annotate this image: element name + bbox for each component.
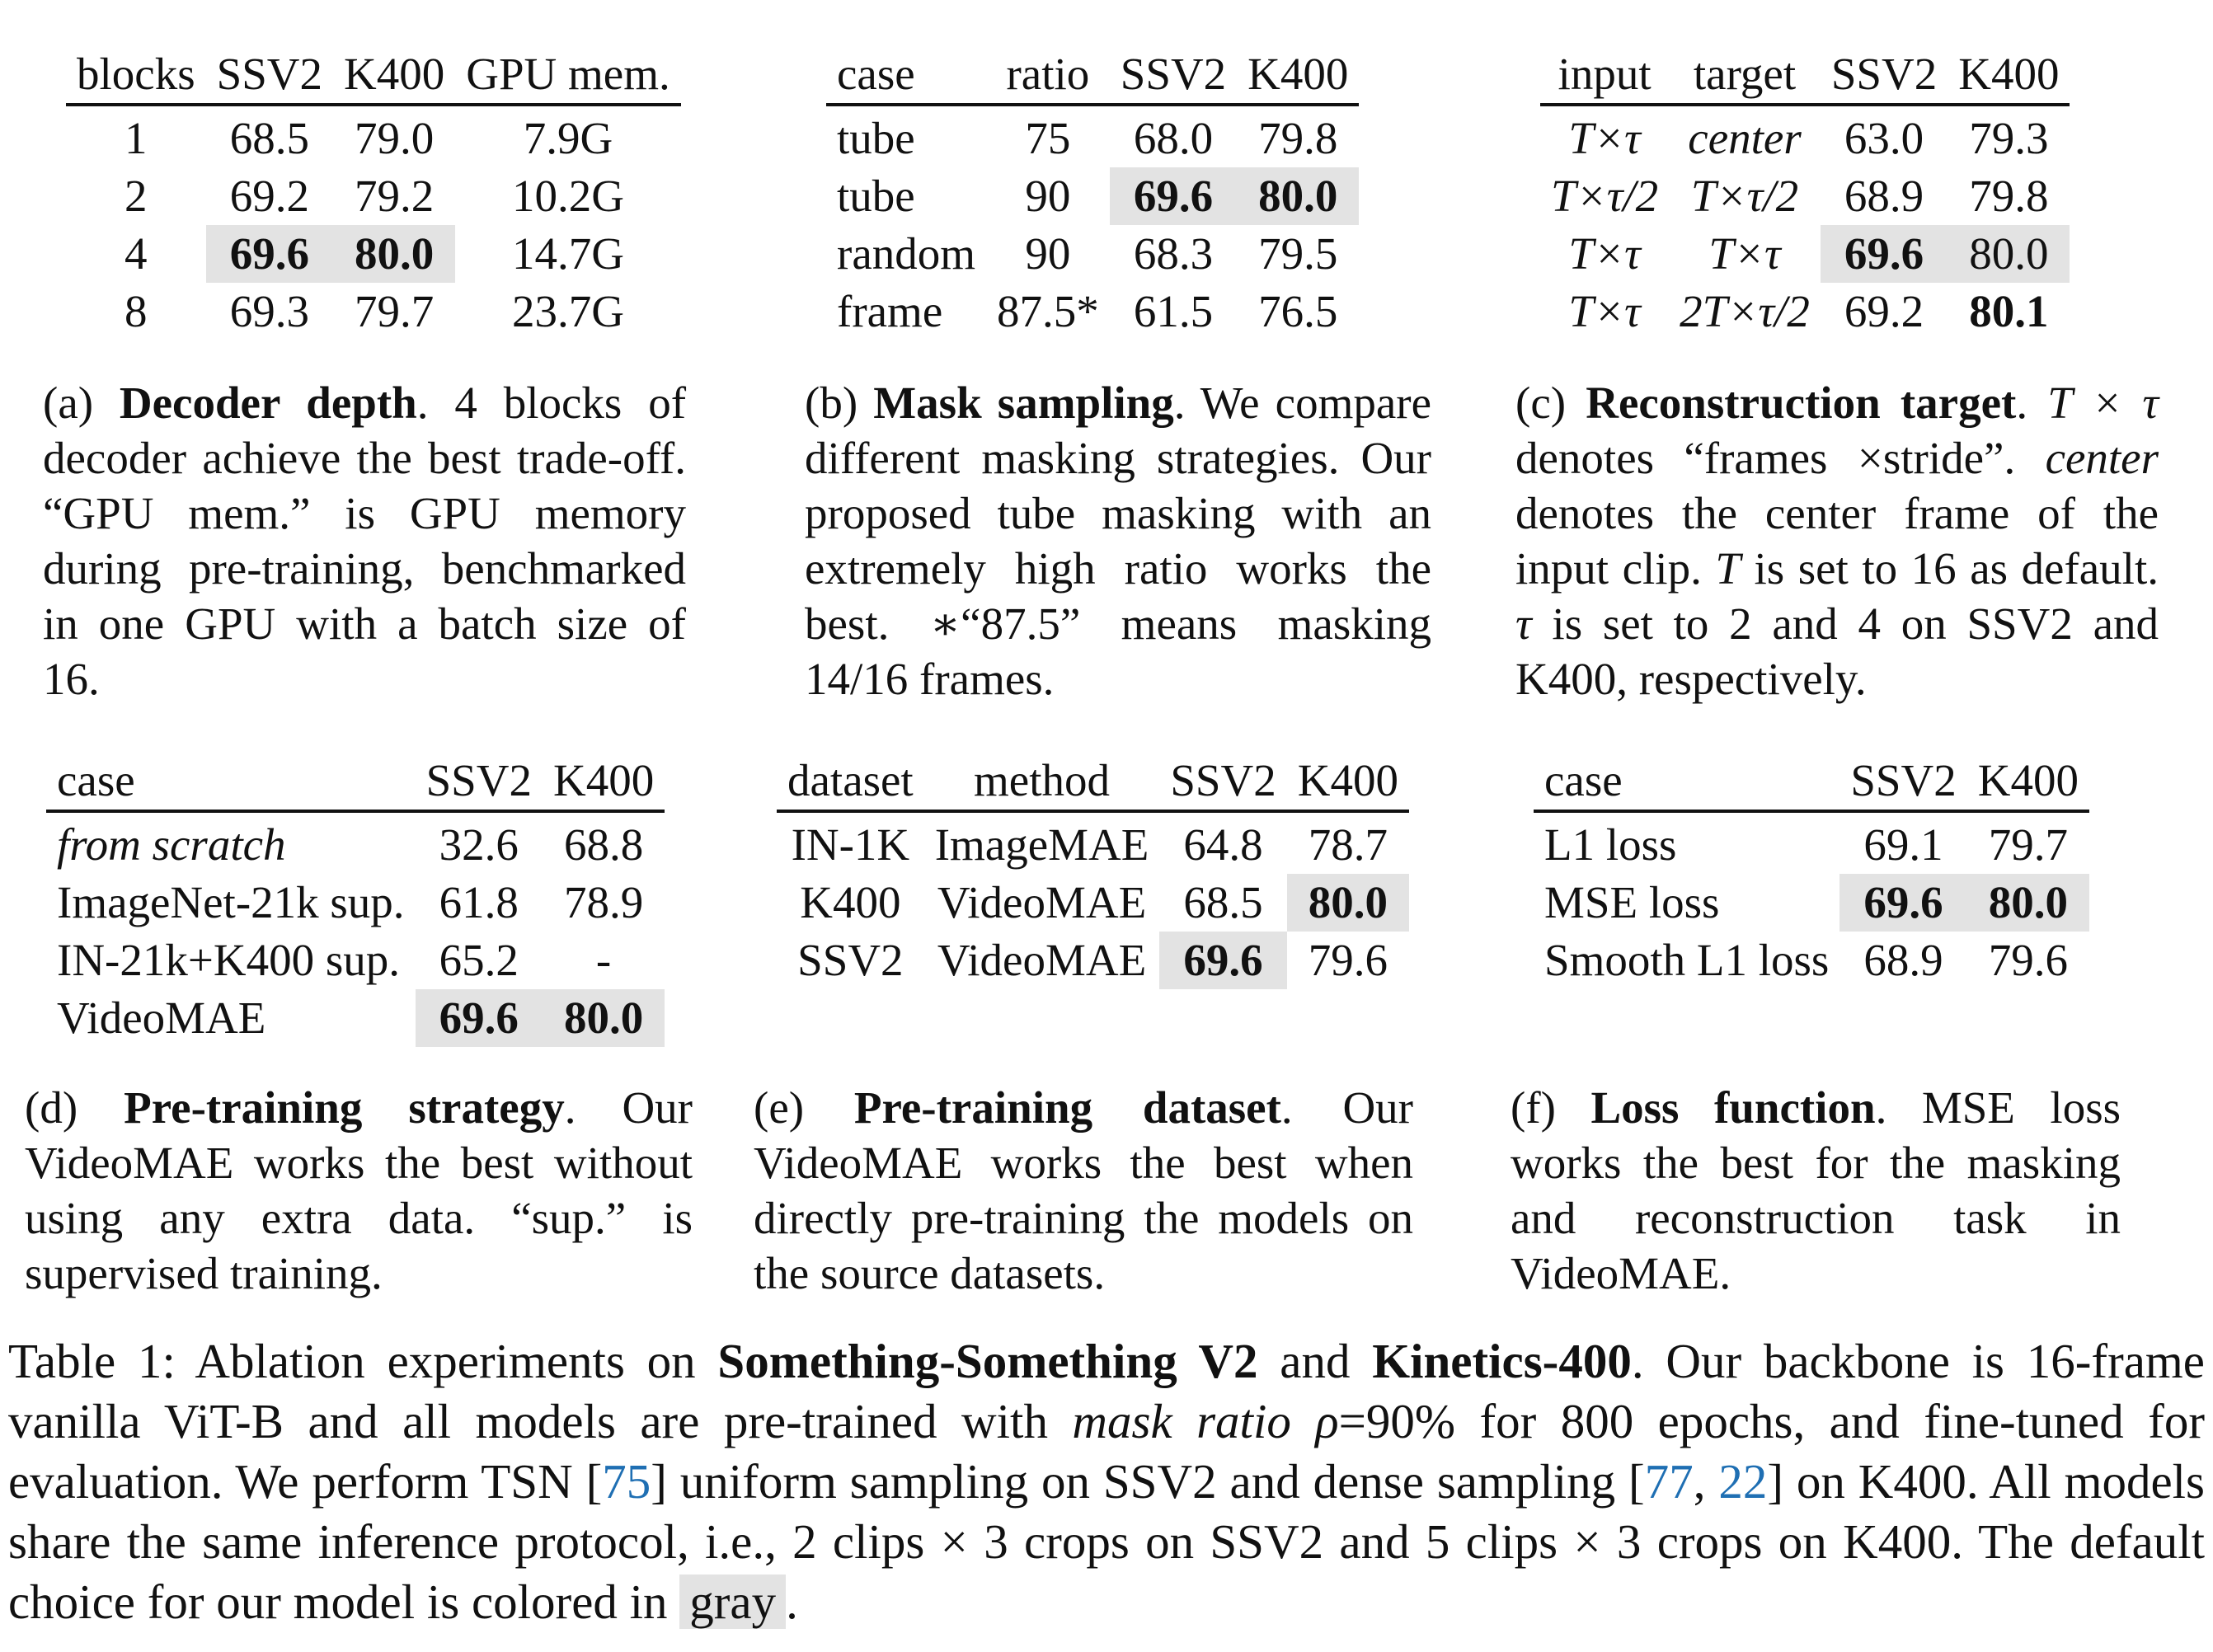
caption-title: Reconstruction target bbox=[1586, 378, 2017, 428]
table-cell-default: 80.0 bbox=[333, 225, 455, 283]
table-e-header: method bbox=[924, 752, 1160, 811]
table-cell-default: 80.0 bbox=[1967, 874, 2089, 932]
table-cell: 78.7 bbox=[1308, 819, 1388, 870]
table-row bbox=[777, 811, 1409, 874]
table-cell: 68.5 bbox=[1183, 877, 1263, 927]
caption-label: (b) bbox=[805, 378, 858, 428]
table-a-header: blocks bbox=[66, 45, 206, 105]
table-cell: 64.8 bbox=[1183, 819, 1263, 870]
table-cell: 63.0 bbox=[1844, 113, 1924, 163]
table-cell: IN-21k+K400 sup. bbox=[57, 935, 400, 985]
caption-text: center bbox=[2045, 433, 2159, 483]
table-a-header: GPU mem. bbox=[455, 45, 681, 105]
table-row bbox=[826, 283, 1359, 340]
table-row bbox=[1540, 167, 2070, 225]
table-cell: Smooth L1 loss bbox=[1544, 935, 1830, 985]
table-row bbox=[66, 105, 681, 167]
caption-text: . 4 blocks of decoder achieve the best trade-off. “GPU mem.” is GPU memory during pre-training, benchmarked in one GPU with a batch size of 16. bbox=[43, 378, 687, 704]
table-cell: 79.6 bbox=[1988, 935, 2068, 985]
table-c-header: target bbox=[1669, 45, 1821, 105]
table-e-panel bbox=[777, 752, 1409, 989]
caption-text: . MSE loss works the best for the masking and reconstruction task in VideoMAE. bbox=[1511, 1082, 2121, 1298]
table-a-panel bbox=[66, 45, 681, 340]
table-cell: 14.7G bbox=[512, 228, 624, 279]
table-row bbox=[46, 874, 665, 932]
table-cell: random bbox=[837, 228, 976, 279]
table-cell: K400 bbox=[800, 877, 901, 927]
table-d-header: SSV2 bbox=[416, 752, 543, 811]
table-cell: 68.8 bbox=[563, 819, 644, 870]
table-b bbox=[826, 45, 1359, 340]
table-cell: 68.5 bbox=[229, 113, 309, 163]
table-c-header: K400 bbox=[1948, 45, 2070, 105]
table-row bbox=[46, 989, 665, 1047]
table-row bbox=[826, 225, 1359, 283]
caption-title: Mask sampling bbox=[873, 378, 1174, 428]
caption-label: (e) bbox=[754, 1082, 805, 1133]
table-row bbox=[1540, 283, 2070, 340]
table-cell: tube bbox=[837, 113, 915, 163]
caption-label: (c) bbox=[1515, 378, 1567, 428]
table-cell: 79.8 bbox=[1969, 171, 2049, 221]
caption-text: Table 1: Ablation experiments on bbox=[8, 1334, 718, 1388]
table-row bbox=[777, 874, 1409, 932]
caption-title: Pre-training strategy bbox=[124, 1082, 565, 1133]
caption-title: Decoder depth bbox=[119, 378, 417, 428]
table-cell-default: 80.0 bbox=[543, 989, 665, 1047]
table-cell: 79.6 bbox=[1308, 935, 1388, 985]
table-b-header: case bbox=[826, 45, 986, 105]
caption-text: is set to 2 and 4 on SSV2 and K400, respectively. bbox=[1515, 598, 2159, 704]
table-cell: 78.9 bbox=[563, 877, 644, 927]
table-a-header: K400 bbox=[333, 45, 455, 105]
table-cell: L1 loss bbox=[1544, 819, 1677, 870]
table-e-header: dataset bbox=[777, 752, 924, 811]
caption-text: . Our VideoMAE works the best without using any extra data. “sup.” is supervised training. bbox=[25, 1082, 693, 1298]
table-cell: SSV2 bbox=[797, 935, 904, 985]
table-cell: 61.5 bbox=[1133, 286, 1214, 336]
citation-link[interactable]: 22 bbox=[1718, 1454, 1768, 1509]
caption-d bbox=[25, 1080, 693, 1301]
table-cell: VideoMAE bbox=[937, 877, 1147, 927]
table-cell: T×τ/2 bbox=[1551, 171, 1659, 221]
table-f-header: K400 bbox=[1967, 752, 2089, 811]
table-cell: - bbox=[595, 935, 612, 985]
table-cell: 32.6 bbox=[439, 819, 519, 870]
table-a bbox=[66, 45, 681, 340]
table-cell: from scratch bbox=[57, 819, 286, 870]
caption-c bbox=[1515, 375, 2159, 706]
table-c-header: input bbox=[1540, 45, 1669, 105]
table-cell-default: 69.6 bbox=[1821, 225, 1948, 283]
table-cell-default: 80.0 bbox=[1287, 874, 1409, 932]
table-cell: 76.5 bbox=[1258, 286, 1338, 336]
caption-title: Pre-training dataset bbox=[853, 1082, 1281, 1133]
caption-e bbox=[754, 1080, 1413, 1301]
caption-text: . We compare different masking strategies. Our proposed tube masking with an extremely high ratio works the best. ∗“87.5” means masking 14/16 frames. bbox=[805, 378, 1431, 704]
caption-label: (a) bbox=[43, 378, 94, 428]
table-cell: ImageMAE bbox=[934, 819, 1149, 870]
table-cell: 8 bbox=[125, 286, 148, 336]
caption-b bbox=[805, 375, 1431, 706]
caption-text: . Our backbone is 16-frame vanilla ViT-B and all models are pre-trained with bbox=[8, 1334, 2205, 1448]
caption-title: Loss function bbox=[1590, 1082, 1876, 1133]
table-cell: MSE loss bbox=[1544, 877, 1720, 927]
table-d-header: case bbox=[46, 752, 416, 811]
table-c bbox=[1540, 45, 2070, 340]
table-cell: 61.8 bbox=[439, 877, 519, 927]
table-cell: 79.7 bbox=[1988, 819, 2068, 870]
caption-text: . Our VideoMAE works the best when directly pre-training the models on the source datasets. bbox=[754, 1082, 1413, 1298]
caption-text: =90% for 800 epochs, and fine-tuned for evaluation. We perform TSN [ bbox=[8, 1394, 2205, 1509]
table-cell-default: 69.6 bbox=[1159, 932, 1286, 989]
table-cell: 69.2 bbox=[1844, 286, 1924, 336]
table-row bbox=[66, 283, 681, 340]
caption-a bbox=[43, 375, 686, 706]
caption-text: denotes “frames ×stride”. bbox=[1515, 433, 2046, 483]
table-d bbox=[46, 752, 665, 1047]
table-cell: ImageNet-21k sup. bbox=[57, 877, 405, 927]
table-cell: 79.0 bbox=[355, 113, 435, 163]
table-cell: 75 bbox=[1025, 113, 1071, 163]
table-cell: tube bbox=[837, 171, 915, 221]
math-symbol: T bbox=[1715, 543, 1741, 594]
table-cell: 79.2 bbox=[355, 171, 435, 221]
table-cell: 4 bbox=[125, 228, 148, 279]
table-cell: 68.3 bbox=[1133, 228, 1214, 279]
table-row bbox=[1540, 225, 2070, 283]
table-f-panel bbox=[1534, 752, 2089, 989]
table-cell: 69.2 bbox=[229, 171, 309, 221]
table-cell-default: 80.0 bbox=[1237, 167, 1359, 225]
table-e-header: K400 bbox=[1287, 752, 1409, 811]
table-cell: VideoMAE bbox=[57, 993, 266, 1043]
table-row bbox=[777, 932, 1409, 989]
table-b-panel bbox=[826, 45, 1359, 340]
table-cell: center bbox=[1688, 113, 1802, 163]
table-b-header: K400 bbox=[1237, 45, 1359, 105]
table-cell: 90 bbox=[1025, 228, 1071, 279]
caption-bold: Kinetics-400 bbox=[1372, 1334, 1632, 1388]
table-row bbox=[826, 167, 1359, 225]
table-cell-default: 69.6 bbox=[206, 225, 333, 283]
caption-text: is set to 16 as default. bbox=[1740, 543, 2159, 594]
table-cell: 68.0 bbox=[1133, 113, 1214, 163]
table-f-header: case bbox=[1534, 752, 1839, 811]
table-e bbox=[777, 752, 1409, 989]
table-cell: 80.1 bbox=[1969, 286, 2049, 336]
table-row bbox=[46, 932, 665, 989]
table-cell: 2T×τ/2 bbox=[1680, 286, 1810, 336]
table-row bbox=[1534, 811, 2089, 874]
table-cell-default: 69.6 bbox=[416, 989, 543, 1047]
table-cell: frame bbox=[837, 286, 943, 336]
table-b-header: ratio bbox=[986, 45, 1110, 105]
table-cell: IN-1K bbox=[791, 819, 910, 870]
table-cell: 69.3 bbox=[229, 286, 309, 336]
caption-text: ] uniform sampling on SSV2 and dense sampling [ bbox=[651, 1454, 1645, 1509]
table-cell-default: 69.6 bbox=[1839, 874, 1966, 932]
table-cell: VideoMAE bbox=[937, 935, 1147, 985]
caption-label: (f) bbox=[1511, 1082, 1556, 1133]
table-cell: 79.5 bbox=[1258, 228, 1338, 279]
gray-swatch: gray bbox=[679, 1575, 786, 1629]
table-cell-default: 69.6 bbox=[1110, 167, 1237, 225]
table-cell: 68.9 bbox=[1844, 171, 1924, 221]
table-c-header: SSV2 bbox=[1821, 45, 1948, 105]
citation-link[interactable]: 77 bbox=[1644, 1454, 1694, 1509]
table-cell: 87.5* bbox=[997, 286, 1099, 336]
table-row bbox=[66, 167, 681, 225]
table-caption bbox=[8, 1331, 2205, 1632]
table-cell: 7.9G bbox=[523, 113, 613, 163]
table-cell-default: 80.0 bbox=[1948, 225, 2070, 283]
caption-text: , bbox=[1693, 1454, 1719, 1509]
caption-text: . bbox=[786, 1575, 798, 1629]
table-row bbox=[46, 811, 665, 874]
table-cell: 79.7 bbox=[355, 286, 435, 336]
table-row bbox=[826, 105, 1359, 167]
table-cell: 10.2G bbox=[512, 171, 624, 221]
caption-text: denotes the center frame of the input clip. bbox=[1515, 488, 2159, 594]
table-cell: 79.8 bbox=[1258, 113, 1338, 163]
table-c-panel bbox=[1540, 45, 2070, 340]
table-cell: 2 bbox=[125, 171, 148, 221]
caption-f bbox=[1511, 1080, 2121, 1301]
table-d-header: K400 bbox=[543, 752, 665, 811]
table-cell: T×τ bbox=[1568, 113, 1641, 163]
caption-bold: Something-Something V2 bbox=[717, 1334, 1258, 1388]
table-row bbox=[1534, 874, 2089, 932]
table-cell: T×τ bbox=[1708, 228, 1781, 279]
table-cell: 65.2 bbox=[439, 935, 519, 985]
table-cell: T×τ/2 bbox=[1690, 171, 1799, 221]
table-a-header: SSV2 bbox=[206, 45, 333, 105]
table-f bbox=[1534, 752, 2089, 989]
caption-text: ] on K400. All models share the same inference protocol, i.e., 2 clips × 3 crops on SSV2 and 5 clips × 3 crops on K400. The default choice for our model is colored in bbox=[8, 1454, 2206, 1629]
table-row bbox=[1540, 105, 2070, 167]
table-cell: 1 bbox=[125, 113, 148, 163]
table-cell: 68.9 bbox=[1863, 935, 1943, 985]
caption-text: and bbox=[1257, 1334, 1373, 1388]
math-symbol: τ bbox=[1515, 598, 1532, 649]
citation-link[interactable]: 75 bbox=[602, 1454, 651, 1509]
table-cell: T×τ bbox=[1568, 228, 1641, 279]
caption-text: . bbox=[2016, 378, 2048, 428]
caption-italic: mask ratio ρ bbox=[1072, 1394, 1339, 1448]
table-cell: 23.7G bbox=[512, 286, 624, 336]
table-e-header: SSV2 bbox=[1159, 752, 1286, 811]
table-d-panel bbox=[46, 752, 665, 1047]
table-cell: 90 bbox=[1025, 171, 1071, 221]
table-row bbox=[1534, 932, 2089, 989]
math-symbol: T × τ bbox=[2047, 378, 2159, 428]
table-b-header: SSV2 bbox=[1110, 45, 1237, 105]
table-cell: 79.3 bbox=[1969, 113, 2049, 163]
table-cell: T×τ bbox=[1568, 286, 1641, 336]
table-row bbox=[66, 225, 681, 283]
table-f-header: SSV2 bbox=[1839, 752, 1966, 811]
caption-label: (d) bbox=[25, 1082, 78, 1133]
table-cell: 69.1 bbox=[1863, 819, 1943, 870]
